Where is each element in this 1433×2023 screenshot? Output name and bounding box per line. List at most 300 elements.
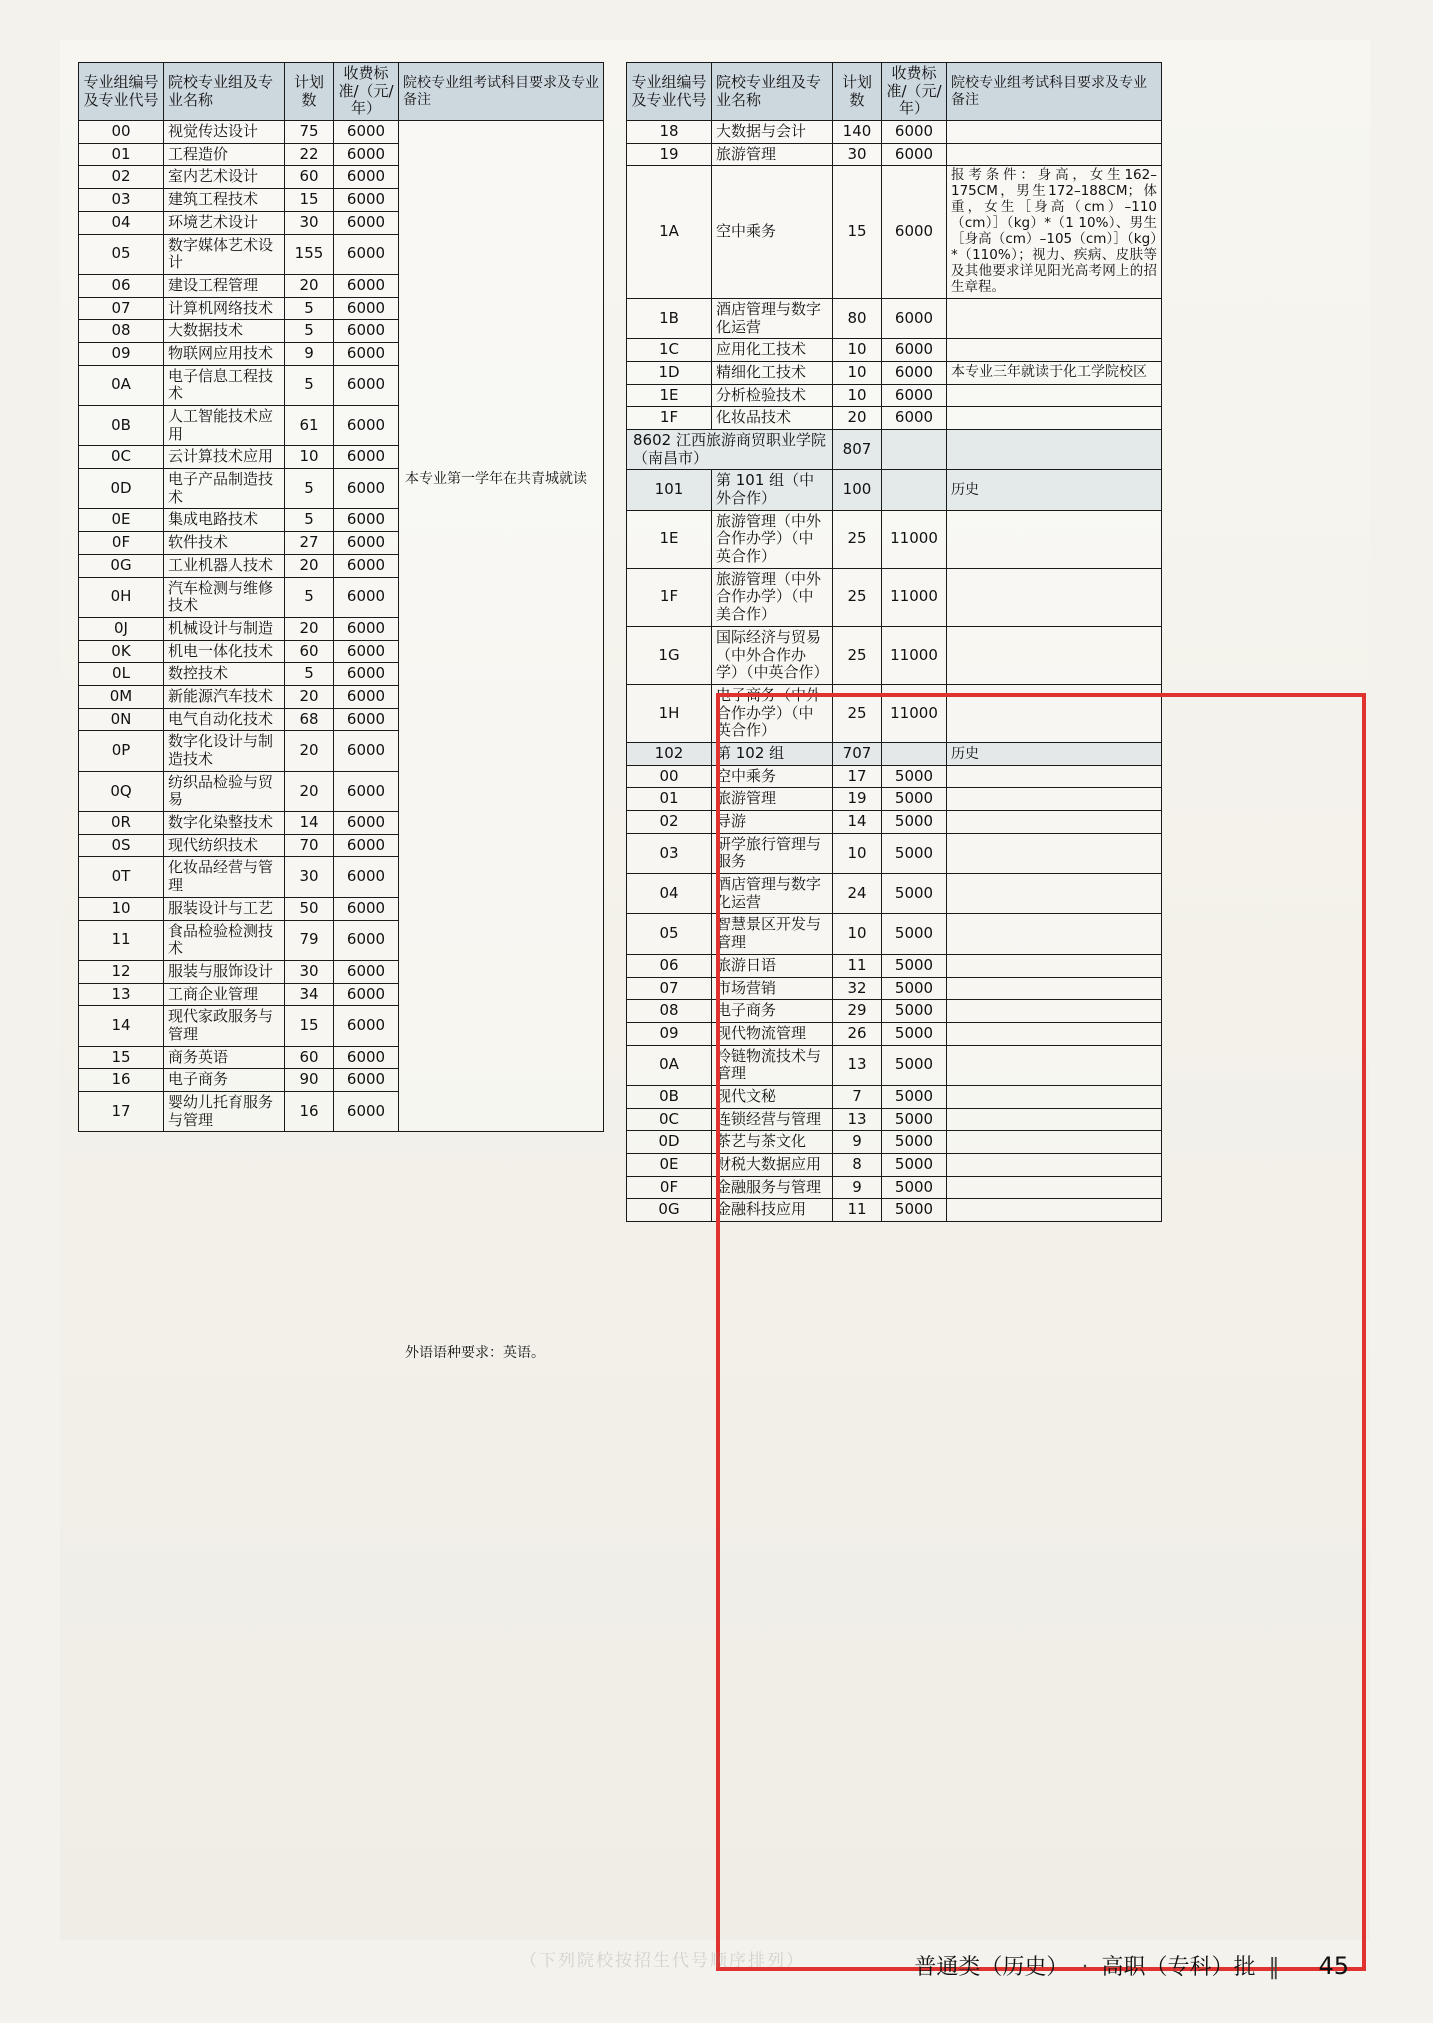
fee-cell: 6000 <box>334 983 399 1006</box>
plan-count-cell: 10 <box>833 833 882 873</box>
major-name-cell: 工业机器人技术 <box>164 554 285 577</box>
plan-count-cell: 5 <box>285 469 334 509</box>
left-table-head <box>79 63 604 121</box>
plan-count-cell: 75 <box>285 121 334 144</box>
fee-cell: 5000 <box>882 1022 947 1045</box>
major-code-cell: 0F <box>627 1176 712 1199</box>
plan-count-cell: 26 <box>833 1022 882 1045</box>
fee-cell: 6000 <box>882 166 947 298</box>
major-name-cell: 建设工程管理 <box>164 274 285 297</box>
plan-count-cell: 60 <box>285 166 334 189</box>
table-row <box>627 1176 1162 1199</box>
major-name-cell: 汽车检测与维修技术 <box>164 577 285 617</box>
major-name-cell: 电子商务 <box>164 1069 285 1092</box>
major-name-cell: 服装设计与工艺 <box>164 897 285 920</box>
fee-cell: 5000 <box>882 833 947 873</box>
fee-cell: 6000 <box>334 1046 399 1069</box>
fee-cell: 6000 <box>882 298 947 338</box>
major-name-cell: 旅游日语 <box>712 954 833 977</box>
major-code-cell: 1H <box>627 684 712 742</box>
fee-cell: 6000 <box>334 577 399 617</box>
plan-count-cell: 10 <box>833 384 882 407</box>
plan-count-cell: 20 <box>285 685 334 708</box>
major-code-cell: 16 <box>79 1069 164 1092</box>
major-code-cell: 0F <box>79 532 164 555</box>
note-cell <box>947 811 1162 834</box>
fee-cell: 6000 <box>334 320 399 343</box>
note-cell <box>947 788 1162 811</box>
plan-count-cell: 20 <box>833 407 882 430</box>
right-table-head <box>627 63 1162 121</box>
table-row <box>627 143 1162 166</box>
table-row <box>627 977 1162 1000</box>
note-cell <box>947 684 1162 742</box>
group-row <box>627 470 1162 510</box>
plan-count-cell: 5 <box>285 663 334 686</box>
major-name-cell: 食品检验检测技术 <box>164 920 285 960</box>
footer-batch: 高职（专科）批 <box>1101 1955 1256 1980</box>
major-name-cell: 分析检验技术 <box>712 384 833 407</box>
major-code-cell: 02 <box>79 166 164 189</box>
major-name-cell: 电子产品制造技术 <box>164 469 285 509</box>
fee-cell: 6000 <box>334 857 399 897</box>
group-code-cell: 102 <box>627 742 712 765</box>
table-row <box>627 1045 1162 1085</box>
school-row <box>627 429 1162 469</box>
major-name-cell: 空中乘务 <box>712 166 833 298</box>
plan-count-cell: 11 <box>833 954 882 977</box>
fee-cell: 5000 <box>882 1085 947 1108</box>
header-cell-code: 专业组编号及专业代号 <box>79 63 164 121</box>
fee-cell: 6000 <box>334 234 399 274</box>
major-name-cell: 服装与服饰设计 <box>164 960 285 983</box>
right-plan-table <box>626 62 1162 1222</box>
major-name-cell: 新能源汽车技术 <box>164 685 285 708</box>
major-name-cell: 建筑工程技术 <box>164 189 285 212</box>
fee-cell <box>882 742 947 765</box>
header-cell-num: 计划数 <box>833 63 882 121</box>
fee-cell: 5000 <box>882 788 947 811</box>
fee-cell: 6000 <box>334 406 399 446</box>
note-cell <box>947 384 1162 407</box>
table-row <box>627 1022 1162 1045</box>
fee-cell: 6000 <box>334 189 399 212</box>
fee-cell: 6000 <box>882 143 947 166</box>
fee-cell: 6000 <box>882 361 947 384</box>
fee-cell: 6000 <box>334 469 399 509</box>
fee-cell: 6000 <box>334 166 399 189</box>
header-cell-name: 院校专业组及专业名称 <box>164 63 285 121</box>
group-plan-count-cell: 100 <box>833 470 882 510</box>
major-name-cell: 连锁经营与管理 <box>712 1108 833 1131</box>
table-row <box>627 166 1162 298</box>
plan-count-cell: 50 <box>285 897 334 920</box>
major-code-cell: 17 <box>79 1092 164 1132</box>
fee-cell: 6000 <box>334 640 399 663</box>
major-name-cell: 茶艺与茶文化 <box>712 1131 833 1154</box>
table-row <box>627 568 1162 626</box>
major-name-cell: 酒店管理与数字化运营 <box>712 874 833 914</box>
major-code-cell: 1F <box>627 568 712 626</box>
major-name-cell: 导游 <box>712 811 833 834</box>
major-code-cell: 0P <box>79 731 164 771</box>
table-row <box>627 339 1162 362</box>
fee-cell: 6000 <box>334 1092 399 1132</box>
fee-cell <box>882 470 947 510</box>
major-code-cell: 0E <box>79 509 164 532</box>
major-code-cell: 0H <box>79 577 164 617</box>
major-code-cell: 1A <box>627 166 712 298</box>
plan-count-cell: 30 <box>285 960 334 983</box>
fee-cell: 6000 <box>882 121 947 144</box>
page-number: 45 <box>1318 1952 1349 1980</box>
major-code-cell: 06 <box>627 954 712 977</box>
note-cell <box>947 339 1162 362</box>
major-name-cell: 冷链物流技术与管理 <box>712 1045 833 1085</box>
plan-count-cell: 14 <box>285 812 334 835</box>
plan-count-cell: 29 <box>833 1000 882 1023</box>
plan-count-cell: 5 <box>285 509 334 532</box>
fee-cell: 5000 <box>882 954 947 977</box>
plan-count-cell: 25 <box>833 626 882 684</box>
note-cell <box>399 121 604 1362</box>
plan-count-cell: 27 <box>285 532 334 555</box>
major-code-cell: 0K <box>79 640 164 663</box>
plan-count-cell: 20 <box>285 731 334 771</box>
note-cell <box>947 143 1162 166</box>
note-cell <box>947 298 1162 338</box>
table-row <box>79 121 604 144</box>
table-row <box>627 384 1162 407</box>
major-name-cell: 数控技术 <box>164 663 285 686</box>
major-code-cell: 07 <box>627 977 712 1000</box>
fee-cell: 6000 <box>334 663 399 686</box>
note-cell <box>947 1085 1162 1108</box>
fee-cell: 6000 <box>334 121 399 144</box>
plan-count-cell: 9 <box>285 342 334 365</box>
major-code-cell: 18 <box>627 121 712 144</box>
major-code-cell: 1E <box>627 510 712 568</box>
table-row <box>627 765 1162 788</box>
plan-count-cell: 16 <box>285 1092 334 1132</box>
note-cell <box>947 429 1162 469</box>
plan-count-cell: 61 <box>285 406 334 446</box>
fee-cell: 11000 <box>882 568 947 626</box>
major-code-cell: 1D <box>627 361 712 384</box>
group-plan-count-cell: 707 <box>833 742 882 765</box>
plan-count-cell: 17 <box>833 765 882 788</box>
major-code-cell: 14 <box>79 1006 164 1046</box>
left-table-body <box>79 121 604 1362</box>
note-cell <box>947 121 1162 144</box>
show-through-text: （下列院校按招生代号顺序排列） <box>520 1951 805 1971</box>
group-name-cell: 第 102 组 <box>712 742 833 765</box>
group-row <box>627 742 1162 765</box>
major-name-cell: 工程造价 <box>164 143 285 166</box>
fee-cell: 5000 <box>882 1045 947 1085</box>
plan-count-cell: 80 <box>833 298 882 338</box>
plan-count-cell: 20 <box>285 771 334 811</box>
fee-cell: 5000 <box>882 914 947 954</box>
major-name-cell: 酒店管理与数字化运营 <box>712 298 833 338</box>
major-code-cell: 11 <box>79 920 164 960</box>
note-cell <box>947 954 1162 977</box>
table-row <box>627 874 1162 914</box>
note-cell <box>947 626 1162 684</box>
plan-count-cell: 13 <box>833 1045 882 1085</box>
table-row <box>627 298 1162 338</box>
major-code-cell: 00 <box>627 765 712 788</box>
fee-cell: 5000 <box>882 811 947 834</box>
major-name-cell: 数字化染整技术 <box>164 812 285 835</box>
header-cell-note: 院校专业组考试科目要求及专业备注 <box>399 63 604 121</box>
major-name-cell: 现代家政服务与管理 <box>164 1006 285 1046</box>
fee-cell: 11000 <box>882 684 947 742</box>
plan-count-cell: 79 <box>285 920 334 960</box>
fee-cell: 5000 <box>882 977 947 1000</box>
table-row <box>627 510 1162 568</box>
plan-count-cell: 24 <box>833 874 882 914</box>
plan-count-cell: 5 <box>285 297 334 320</box>
plan-count-cell: 8 <box>833 1154 882 1177</box>
fee-cell <box>882 429 947 469</box>
subject-requirement-cell: 历史 <box>947 742 1162 765</box>
major-name-cell: 计算机网络技术 <box>164 297 285 320</box>
major-code-cell: 1E <box>627 384 712 407</box>
note-cell <box>947 765 1162 788</box>
fee-cell: 6000 <box>334 532 399 555</box>
major-name-cell: 现代纺织技术 <box>164 834 285 857</box>
plan-count-cell: 11 <box>833 1199 882 1222</box>
major-name-cell: 电气自动化技术 <box>164 708 285 731</box>
major-code-cell: 00 <box>79 121 164 144</box>
fee-cell: 11000 <box>882 626 947 684</box>
major-name-cell: 婴幼儿托育服务与管理 <box>164 1092 285 1132</box>
note-cell <box>947 977 1162 1000</box>
plan-count-cell: 30 <box>285 211 334 234</box>
table-row <box>627 626 1162 684</box>
plan-count-cell: 25 <box>833 568 882 626</box>
major-code-cell: 0S <box>79 834 164 857</box>
major-name-cell: 集成电路技术 <box>164 509 285 532</box>
major-code-cell: 15 <box>79 1046 164 1069</box>
fee-cell: 5000 <box>882 874 947 914</box>
fee-cell: 6000 <box>334 920 399 960</box>
note-cell <box>947 1000 1162 1023</box>
major-name-cell: 应用化工技术 <box>712 339 833 362</box>
table-row <box>627 914 1162 954</box>
fee-cell: 6000 <box>334 731 399 771</box>
footer-dot: · <box>1081 1955 1089 1980</box>
major-code-cell: 01 <box>627 788 712 811</box>
major-code-cell: 0G <box>627 1199 712 1222</box>
fee-cell: 6000 <box>334 771 399 811</box>
page-footer <box>0 1950 1433 1981</box>
plan-count-cell: 10 <box>833 339 882 362</box>
header-row <box>627 63 1162 121</box>
header-cell-fee: 收费标准/（元/年） <box>882 63 947 121</box>
table-row <box>627 361 1162 384</box>
note-cell <box>947 1199 1162 1222</box>
major-name-cell: 智慧景区开发与管理 <box>712 914 833 954</box>
footer-bar: ‖ <box>1268 1955 1280 1980</box>
fee-cell: 5000 <box>882 765 947 788</box>
major-name-cell: 精细化工技术 <box>712 361 833 384</box>
table-row <box>627 954 1162 977</box>
header-cell-code: 专业组编号及专业代号 <box>627 63 712 121</box>
table-row <box>627 121 1162 144</box>
fee-cell: 6000 <box>334 342 399 365</box>
major-code-cell: 0B <box>79 406 164 446</box>
plan-count-cell: 20 <box>285 617 334 640</box>
plan-count-cell: 60 <box>285 640 334 663</box>
major-name-cell: 纺织品检验与贸易 <box>164 771 285 811</box>
header-cell-fee: 收费标准/（元/年） <box>334 63 399 121</box>
plan-count-cell: 19 <box>833 788 882 811</box>
table-row <box>627 811 1162 834</box>
major-code-cell: 09 <box>627 1022 712 1045</box>
major-name-cell: 数字化设计与制造技术 <box>164 731 285 771</box>
major-code-cell: 08 <box>627 1000 712 1023</box>
fee-cell: 6000 <box>334 1069 399 1092</box>
plan-count-cell: 14 <box>833 811 882 834</box>
major-code-cell: 04 <box>627 874 712 914</box>
major-code-cell: 0A <box>627 1045 712 1085</box>
left-plan-table <box>78 62 604 1362</box>
plan-count-cell: 68 <box>285 708 334 731</box>
plan-count-cell: 10 <box>833 361 882 384</box>
plan-count-cell: 22 <box>285 143 334 166</box>
plan-count-cell: 9 <box>833 1131 882 1154</box>
major-code-cell: 0L <box>79 663 164 686</box>
plan-count-cell: 5 <box>285 365 334 405</box>
fee-cell: 11000 <box>882 510 947 568</box>
major-name-cell: 现代文秘 <box>712 1085 833 1108</box>
major-name-cell: 旅游管理 <box>712 143 833 166</box>
major-code-cell: 04 <box>79 211 164 234</box>
plan-count-cell: 20 <box>285 554 334 577</box>
header-row <box>79 63 604 121</box>
plan-count-cell: 60 <box>285 1046 334 1069</box>
note-cell <box>947 874 1162 914</box>
header-cell-num: 计划数 <box>285 63 334 121</box>
table-row <box>627 1131 1162 1154</box>
fee-cell: 5000 <box>882 1000 947 1023</box>
note-cell <box>947 1154 1162 1177</box>
major-code-cell: 0G <box>79 554 164 577</box>
major-name-cell: 现代物流管理 <box>712 1022 833 1045</box>
major-name-cell: 工商企业管理 <box>164 983 285 1006</box>
plan-count-cell: 9 <box>833 1176 882 1199</box>
plan-count-cell: 90 <box>285 1069 334 1092</box>
fee-cell: 5000 <box>882 1176 947 1199</box>
major-code-cell: 1G <box>627 626 712 684</box>
plan-count-cell: 15 <box>285 1006 334 1046</box>
note-cell <box>947 1022 1162 1045</box>
table-row <box>627 1108 1162 1131</box>
major-code-cell: 0J <box>79 617 164 640</box>
header-cell-note: 院校专业组考试科目要求及专业备注 <box>947 63 1162 121</box>
note-cell <box>947 1045 1162 1085</box>
plan-count-cell: 5 <box>285 577 334 617</box>
plan-count-cell: 20 <box>285 274 334 297</box>
major-name-cell: 视觉传达设计 <box>164 121 285 144</box>
note-cell: 报考条件：身高，女生162–175CM，男生172–188CM；体重，女生［身高（cm）–110（cm）］（kg）*（1 10%）、男生［身高（cm）–105（cm）］（kg）*（110%）；视力、疾病、皮肤等及其他要求详见阳光高考网上的招生章程。 <box>947 166 1162 298</box>
plan-count-cell: 25 <box>833 510 882 568</box>
major-code-cell: 05 <box>79 234 164 274</box>
major-name-cell: 旅游管理（中外合作办学）（中英合作） <box>712 510 833 568</box>
fee-cell: 5000 <box>882 1154 947 1177</box>
fee-cell: 5000 <box>882 1131 947 1154</box>
major-name-cell: 环境艺术设计 <box>164 211 285 234</box>
major-name-cell: 软件技术 <box>164 532 285 555</box>
fee-cell: 5000 <box>882 1199 947 1222</box>
fee-cell: 6000 <box>334 554 399 577</box>
plan-count-cell: 5 <box>285 320 334 343</box>
major-code-cell: 02 <box>627 811 712 834</box>
major-code-cell: 07 <box>79 297 164 320</box>
note-cell <box>947 1131 1162 1154</box>
major-name-cell: 数字媒体艺术设计 <box>164 234 285 274</box>
fee-cell: 6000 <box>334 708 399 731</box>
major-name-cell: 财税大数据应用 <box>712 1154 833 1177</box>
group-code-cell: 101 <box>627 470 712 510</box>
table-row <box>627 1085 1162 1108</box>
right-table-body <box>627 121 1162 1222</box>
note-text: 本专业第一学年在共青城就读 <box>405 471 587 488</box>
plan-count-cell: 13 <box>833 1108 882 1131</box>
fee-cell: 6000 <box>334 365 399 405</box>
major-code-cell: 0B <box>627 1085 712 1108</box>
plan-count-cell: 34 <box>285 983 334 1006</box>
major-code-cell: 19 <box>627 143 712 166</box>
fee-cell: 6000 <box>334 143 399 166</box>
major-code-cell: 0D <box>79 469 164 509</box>
header-cell-name: 院校专业组及专业名称 <box>712 63 833 121</box>
table-row <box>627 788 1162 811</box>
major-name-cell: 国际经济与贸易（中外合作办学）（中英合作） <box>712 626 833 684</box>
plan-count-cell: 155 <box>285 234 334 274</box>
major-name-cell: 电子商务（中外合作办学）（中英合作） <box>712 684 833 742</box>
major-code-cell: 1B <box>627 298 712 338</box>
plan-count-cell: 25 <box>833 684 882 742</box>
plan-count-cell: 15 <box>833 166 882 298</box>
major-name-cell: 金融科技应用 <box>712 1199 833 1222</box>
fee-cell: 6000 <box>334 685 399 708</box>
fee-cell: 6000 <box>334 446 399 469</box>
major-code-cell: 0E <box>627 1154 712 1177</box>
table-row <box>627 1199 1162 1222</box>
major-code-cell: 1C <box>627 339 712 362</box>
major-name-cell: 研学旅行管理与服务 <box>712 833 833 873</box>
major-name-cell: 电子信息工程技术 <box>164 365 285 405</box>
major-code-cell: 13 <box>79 983 164 1006</box>
major-code-cell: 0R <box>79 812 164 835</box>
plan-count-cell: 10 <box>285 446 334 469</box>
fee-cell: 6000 <box>882 384 947 407</box>
plan-count-cell: 15 <box>285 189 334 212</box>
fee-cell: 6000 <box>334 812 399 835</box>
major-name-cell: 室内艺术设计 <box>164 166 285 189</box>
note-cell: 本专业三年就读于化工学院校区 <box>947 361 1162 384</box>
plan-count-cell: 140 <box>833 121 882 144</box>
major-code-cell: 0A <box>79 365 164 405</box>
school-name-cell: 8602 江西旅游商贸职业学院（南昌市） <box>627 429 833 469</box>
plan-count-cell: 32 <box>833 977 882 1000</box>
major-name-cell: 旅游管理 <box>712 788 833 811</box>
major-code-cell: 1F <box>627 407 712 430</box>
major-name-cell: 大数据与会计 <box>712 121 833 144</box>
